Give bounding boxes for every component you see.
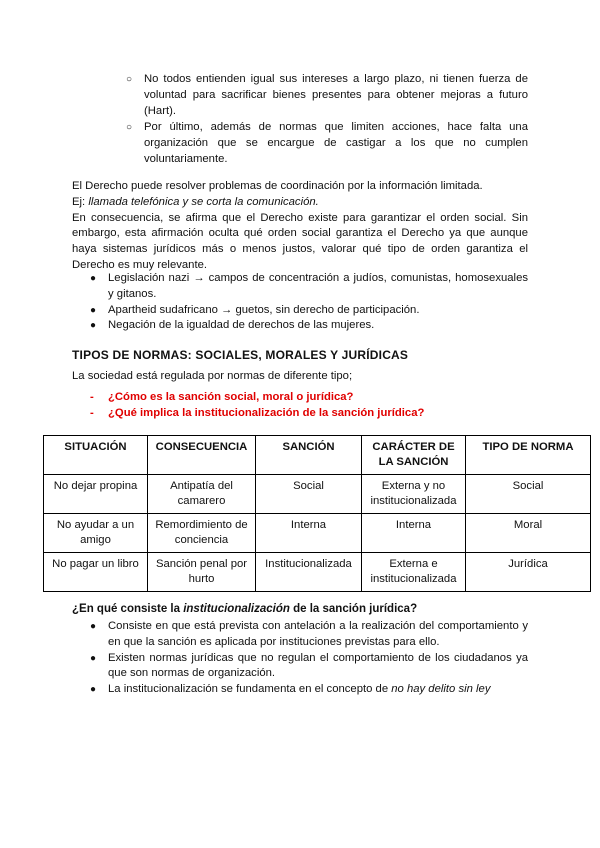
bullet-icon: ● [90, 621, 97, 632]
table-cell: No dejar propina [44, 475, 148, 514]
table-cell: No ayudar a un amigo [44, 514, 148, 553]
question-heading: ¿En qué consiste la institucionalización de la sanción jurídica? [72, 603, 418, 615]
bullet-icon: ● [90, 652, 97, 664]
list-item: ● Existen normas jurídicas que no regulan el comportamiento de los ciudadanos ya que son normas de organización. [90, 651, 528, 680]
list-item: ● Apartheid sudafricano → guetos, sin derecho de participación. [90, 303, 528, 319]
coordination-paragraph: El Derecho puede resolver problemas de coordinación por la información limitada. Ej: llamada telefónica y se corta la comunicación. En consecuencia, se afirma que el Derecho existe para garantizar el orden social. Sin embargo, esta afirmación oculta qué orden social garantiza el Derecho ya que aunque haya sistemas jurídicos más o menos justos, valorar qué tipo de orden garantiza el Derecho es muy relevante. [72, 179, 528, 274]
questions-list [90, 389, 530, 421]
list-item: ○ No todos entienden igual sus intereses a largo plazo, ni tienen fuerza de voluntad para sacrificar bienes presentes para obtener mejoras a futuro (Hart). [126, 73, 528, 117]
table-cell: Interna [362, 514, 466, 553]
list-item: ● Legislación nazi → campos de concentración a judíos, comunistas, homosexuales y gitanos. [90, 272, 528, 300]
list-item: ○ Por último, además de normas que limiten acciones, hace falta una organización que se encargue de castigar a los que no cumplen voluntariamente. [126, 121, 528, 165]
table-row [44, 475, 591, 514]
table-cell: Externa y no institucionalizada [362, 475, 466, 514]
table-cell: Sanción penal por hurto [148, 553, 256, 592]
table-cell: No pagar un libro [44, 553, 148, 592]
list-item: - ¿Cómo es la sanción social, moral o jurídica? [90, 391, 354, 403]
table-header-row [44, 436, 591, 475]
circle-bullet-icon: ○ [126, 122, 133, 134]
consequence-paragraph: En consecuencia, se afirma que el Derecho existe para garantizar el orden social. Sin embargo, esta afirmación oculta qué orden social garantiza el Derecho ya que aunque haya sistemas jurídicos más o menos justos, valorar qué tipo de orden garantiza el Derecho es muy relevante. [72, 211, 528, 271]
list-item: ● La institucionalización se fundamenta en el concepto de no hay delito sin ley [90, 682, 528, 698]
list-item: ● Consiste en que está prevista con antelación a la realización del comportamiento y en que la sanción es aplicada por instituciones previstas para ello. [90, 620, 528, 648]
table-cell: Social [466, 475, 591, 514]
section-intro: La sociedad está regulada por normas de diferente tipo; [72, 370, 353, 382]
table-cell: Interna [256, 514, 362, 553]
circle-bullet-list [126, 72, 528, 169]
bullet-icon: ● [90, 684, 97, 696]
bullet-icon: ● [90, 304, 97, 316]
institutional-list [90, 619, 528, 698]
table-cell: Social [256, 475, 362, 514]
bullet-icon: ● [90, 320, 97, 332]
column-header: CONSECUENCIA [148, 436, 256, 475]
table-cell: Jurídica [466, 553, 591, 592]
list-item: ● Negación de la igualdad de derechos de las mujeres. [90, 318, 528, 334]
column-header: TIPO DE NORMA [466, 436, 591, 475]
column-header: SANCIÓN [256, 436, 362, 475]
dash-marker-icon: - [90, 407, 94, 419]
table-cell: Externa e institucionalizada [362, 553, 466, 592]
bullet-icon: ● [90, 273, 97, 284]
dash-marker-icon: - [90, 391, 94, 403]
table-row [44, 553, 591, 592]
example-line: Ej: llamada telefónica y se corta la comunicación. [72, 195, 319, 208]
circle-bullet-icon: ○ [126, 74, 133, 85]
table-cell: Moral [466, 514, 591, 553]
table-cell: Remordimiento de conciencia [148, 514, 256, 553]
table-cell: Antipatía del camarero [148, 475, 256, 514]
column-header: SITUACIÓN [44, 436, 148, 475]
table-row [44, 514, 591, 553]
examples-list [90, 271, 528, 334]
column-header: CARÁCTER DE LA SANCIÓN [362, 436, 466, 475]
section-title: TIPOS DE NORMAS: SOCIALES, MORALES Y JURÍDICAS [72, 348, 409, 362]
norms-table [43, 435, 591, 592]
table-cell: Institucionalizada [256, 553, 362, 592]
list-item: - ¿Qué implica la institucionalización de la sanción jurídica? [90, 407, 425, 419]
